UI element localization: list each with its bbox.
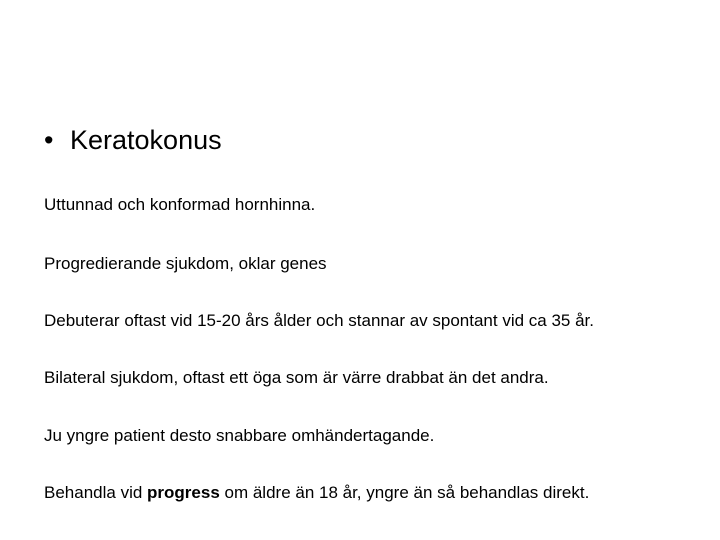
heading-text: Keratokonus (70, 125, 222, 155)
paragraph-treatment (44, 482, 589, 504)
treatment-text-after: om äldre än 18 år, yngre än så behandlas direkt. (219, 483, 590, 502)
paragraph-bilateral: Bilateral sjukdom, oftast ett öga som är värre drabbat än det andra. (44, 368, 549, 387)
paragraph-onset: Debuterar oftast vid 15-20 års ålder och stannar av spontant vid ca 35 år. (44, 311, 594, 330)
paragraph-definition: Uttunnad och konformad hornhinna. (44, 195, 316, 214)
paragraph-young-patients: Ju yngre patient desto snabbare omhändertagande. (44, 426, 435, 445)
bullet-icon: • (44, 125, 54, 155)
treatment-text-bold: progress (147, 483, 220, 502)
paragraph-progression: Progredierande sjukdom, oklar genes (44, 254, 327, 273)
treatment-text-before: Behandla vid (44, 483, 148, 502)
slide-heading (44, 122, 222, 158)
